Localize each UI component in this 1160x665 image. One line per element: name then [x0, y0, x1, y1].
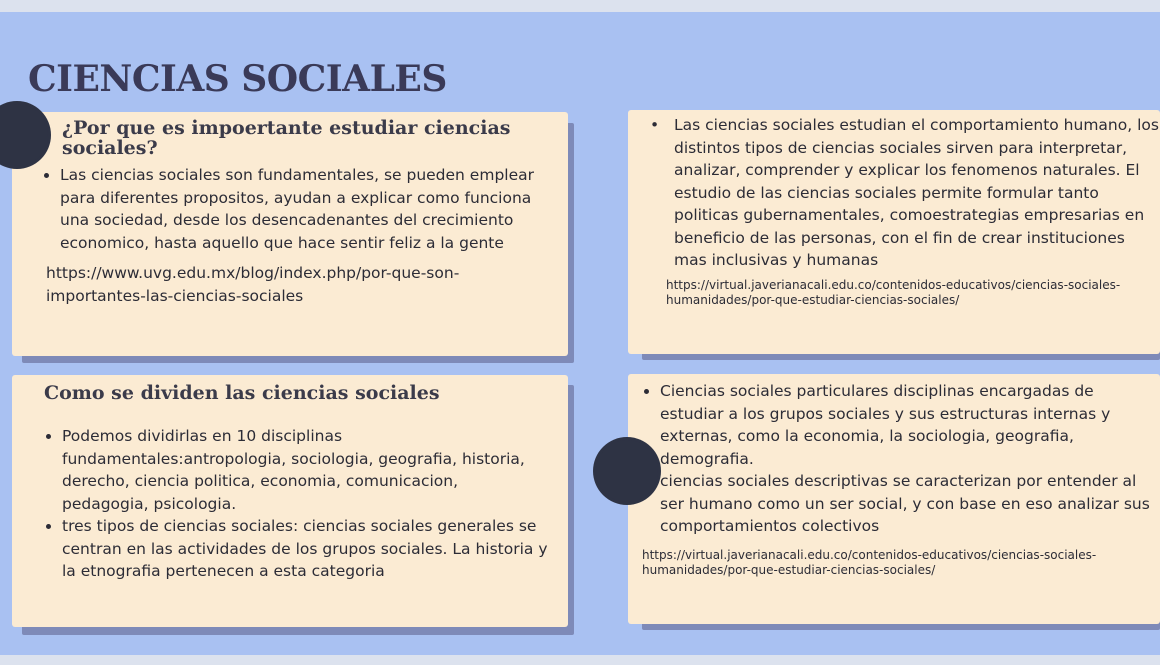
- card2-body: Las ciencias sociales estudian el comportamiento humano, los distintos tipos de ciencias sociales sirven para interpretar, analizar, comprender y explicar los fenomenos naturales. El estudio de las ciencias sociales permite formular tanto politicas gubernamentales, comoestrategias empresarias en beneficio de las personas, con el fin de crear instituciones mas inclusivas y humanas: [674, 116, 1159, 269]
- card1-list: [46, 164, 548, 254]
- card1-heading: ¿Por que es impoertante estudiar ciencias sociales?: [62, 117, 511, 159]
- card4-item-1: • Ciencias sociales particulares disciplinas encargadas de estudiar a los grupos sociales y sus estructuras internas y externas, como la economia, la sociologia, geografia, demografia.: [660, 380, 1160, 470]
- card4-link[interactable]: https://virtual.javerianacali.edu.co/contenidos-educativos/ciencias-sociales-humanidades/por-que-estudiar-ciencias-sociales/: [642, 547, 1097, 577]
- card3-item-1: • Podemos dividirlas en 10 disciplinas fundamentales:antropologia, sociologia, geografia, historia, derecho, ciencia politica, economia, comunicacion, pedagogia, psicologia.: [62, 425, 548, 515]
- card3-list: [44, 425, 548, 583]
- card2-item: [652, 114, 1160, 272]
- bottom-band: [0, 655, 1160, 665]
- card3-item-2: • tres tipos de ciencias sociales: ciencias sociales generales se centran en las actividades de los grupos sociales. La historia y la etnografia pertenecen a esta categoria: [62, 515, 548, 583]
- card-divisions: [12, 375, 568, 627]
- card4-item-2: • ciencias sociales descriptivas se caracterizan por entender al ser humano como un ser social, y con base en eso analizar sus comportamientos colectivos: [660, 470, 1160, 538]
- page-title: CIENCIAS SOCIALES: [28, 58, 447, 100]
- card4-list: [642, 380, 1160, 538]
- card1-link[interactable]: https://www.uvg.edu.mx/blog/index.php/por-que-son-importantes-las-ciencias-sociales: [46, 264, 460, 305]
- top-band: [0, 0, 1160, 12]
- ink-blob-decoration: [596, 440, 658, 502]
- card-types: [628, 374, 1160, 624]
- card-what-study: [628, 110, 1160, 354]
- card2-list: [652, 114, 1160, 272]
- card2-link[interactable]: https://virtual.javerianacali.edu.co/contenidos-educativos/ciencias-sociales-humanidades/por-que-estudiar-ciencias-sociales/: [666, 277, 1121, 307]
- card1-body: • Las ciencias sociales son fundamentales, se pueden emplear para diferentes propositos, ayudan a explicar como funciona una sociedad, desde los desencadenantes del crecimiento economico, hasta aquello que hace sentir feliz a la gente: [60, 164, 548, 254]
- card3-heading: Como se dividen las ciencias sociales: [44, 382, 440, 404]
- card-why-study: [12, 112, 568, 356]
- bullet-icon: •: [650, 116, 660, 134]
